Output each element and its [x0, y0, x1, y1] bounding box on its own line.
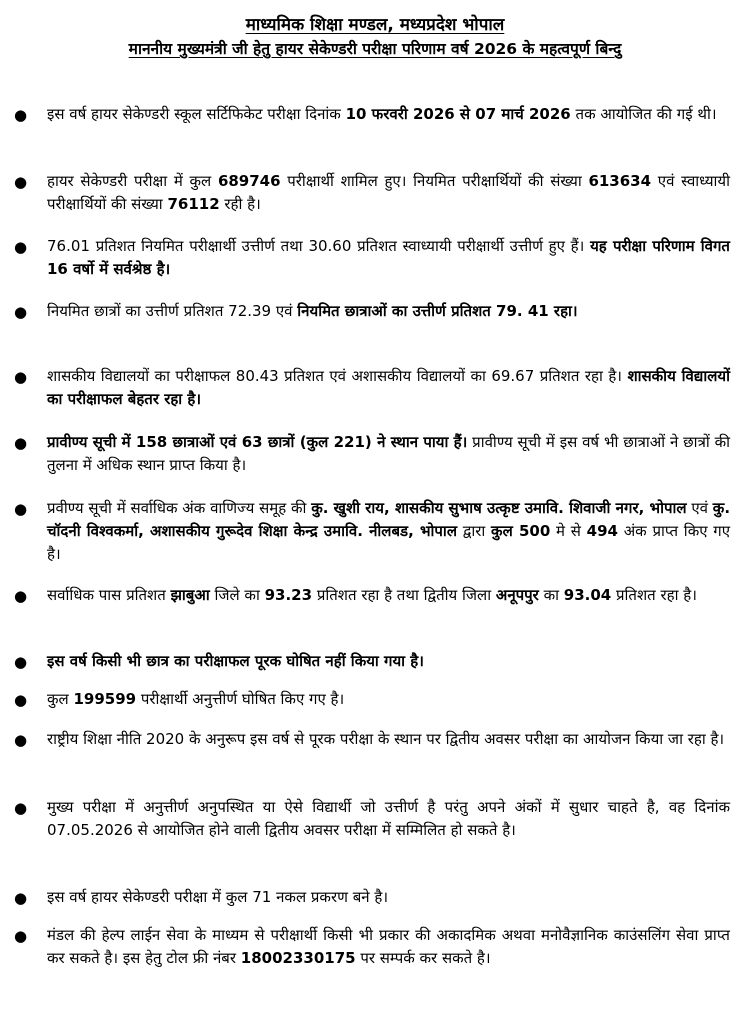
text-segment: कुल — [47, 690, 74, 708]
text-segment: 76.01 प्रतिशत नियमित परीक्षार्थी उत्तीर्ण तथा 30.60 प्रतिशत स्वाध्यायी परीक्षार्थी उत्तीर्ण हुए हैं। — [47, 237, 591, 255]
bold-segment: 93.04 — [563, 586, 612, 604]
bullet-icon: ● — [14, 691, 28, 709]
text-segment: जिले का — [209, 586, 265, 604]
text-segment: हायर सेकेण्डरी परीक्षा में कुल — [47, 172, 218, 190]
bullet-icon: ● — [14, 653, 28, 671]
key-point-text — [47, 584, 730, 607]
bold-segment: कु. चॉदनी विश्वकर्मा, अशासकीय गुरूदेव शिक्षा केन्द्र उमावि. नीलबड, भोपाल — [47, 499, 731, 540]
bold-segment: इस वर्ष किसी भी छात्र का परीक्षाफल पूरक घोषित नहीं किया गया है। — [47, 652, 424, 670]
bold-segment: प्रावीण्य सूची में 158 छात्राओं एवं 63 छात्रों (कुल 221) ने स्थान पाया हैं। — [47, 433, 468, 451]
key-point-text — [47, 235, 730, 281]
text-segment: प्रावीण्य सूची में इस वर्ष भी छात्राओं ने छात्रों की तुलना में अधिक स्थान प्राप्त किया है। — [47, 433, 730, 474]
text-segment: प्रतिशत रहा है। — [611, 586, 697, 604]
key-point-text — [47, 796, 730, 842]
text-segment: का — [538, 586, 564, 604]
bullet-icon: ● — [14, 238, 28, 256]
text-segment: इस वर्ष हायर सेकेण्डरी स्कूल सर्टिफिकेट परीक्षा दिनांक — [47, 105, 346, 123]
text-segment: अंक प्राप्त किए गए है। — [47, 522, 730, 563]
text-segment: परीक्षार्थी अनुत्तीर्ण घोषित किए गए है। — [136, 690, 345, 708]
key-point-text — [47, 300, 730, 323]
bullet-icon: ● — [14, 799, 28, 817]
key-point-text — [47, 886, 730, 909]
bold-segment: 613634 — [588, 172, 652, 190]
text-segment: एवं — [686, 499, 713, 517]
bullet-icon: ● — [14, 500, 28, 518]
bullet-icon: ● — [14, 731, 28, 749]
text-segment: राष्ट्रीय शिक्षा नीति 2020 के अनुरूप इस वर्ष से पूरक परीक्षा के स्थान पर द्वितीय अवसर परीक्षा का आयोजन किया जा रहा है। — [47, 730, 725, 748]
key-point-text — [47, 924, 730, 970]
text-segment: प्रतिशत रहा है तथा द्वितीय जिला — [312, 586, 496, 604]
bold-segment: 93.23 — [264, 586, 313, 604]
text-segment: रही है। — [219, 195, 261, 213]
bullet-icon: ● — [14, 173, 28, 191]
bullet-icon: ● — [14, 106, 28, 124]
text-segment: मंडल की हेल्प लाईन सेवा के माध्यम से परीक्षार्थी किसी भी प्रकार की अकादमिक अथवा मनोवैज्ञानिक काउंसलिंग सेवा प्राप्त कर सकते है। इस हेतु टोल फ्री नंबर — [47, 926, 730, 967]
text-segment: तक आयोजित की गई थी। — [570, 105, 717, 123]
text-segment: सर्वाधिक पास प्रतिशत — [47, 586, 171, 604]
bold-segment: 10 फरवरी 2026 से 07 मार्च 2026 — [345, 105, 571, 123]
bold-segment: यह परीक्षा परिणाम विगत 16 वर्षो में सर्वश्रेष्ठ है। — [47, 237, 730, 278]
bullet-icon: ● — [14, 927, 28, 945]
bullet-icon: ● — [14, 434, 28, 452]
text-segment: मे से — [550, 522, 587, 540]
text-segment: इस वर्ष हायर सेकेण्डरी परीक्षा में कुल 71 नकल प्रकरण बने है। — [47, 888, 388, 906]
bullet-icon: ● — [14, 368, 28, 386]
bold-segment: 199599 — [73, 690, 137, 708]
bold-segment: झाबुआ — [170, 586, 210, 604]
key-point-text — [47, 365, 730, 411]
document-subtitle: माननीय मुख्यमंत्री जी हेतु हायर सेकेण्डरी परीक्षा परिणाम वर्ष 2026 के महत्वपूर्ण बिन्दु — [128, 40, 622, 58]
bold-segment: कु. खुशी राय, शासकीय सुभाष उत्कृष्ट उमावि. शिवाजी नगर, भोपाल — [311, 499, 687, 517]
bullet-icon: ● — [14, 587, 28, 605]
text-segment: मुख्य परीक्षा में अनुत्तीर्ण अनुपस्थित या ऐसे विद्यार्थी जो उत्तीर्ण है परंतु अपने अंकों में सुधार चाहते है, वह दिनांक 07.05.2026 से आयोजित होने वाली द्वितीय अवसर परीक्षा में सम्मिलित हो सकते है। — [47, 798, 730, 839]
bullet-icon: ● — [14, 303, 28, 321]
bold-segment: 494 — [586, 522, 618, 540]
key-point-text — [47, 497, 730, 566]
text-segment: शासकीय विद्यालयों का परीक्षाफल 80.43 प्रतिशत एवं अशासकीय विद्यालयों का 69.67 प्रतिशत रहा है। — [47, 367, 628, 385]
key-point-text — [47, 170, 730, 216]
text-segment: द्वारा — [457, 522, 492, 540]
bold-segment: शासकीय विद्यालयों का परीक्षाफल बेहतर रहा है। — [47, 367, 730, 408]
bold-segment: नियमित छात्राओं का उत्तीर्ण प्रतिशत 79. 41 रहा। — [297, 302, 578, 320]
bold-segment: कुल 500 — [491, 522, 551, 540]
document-title: माध्यमिक शिक्षा मण्डल, मध्यप्रदेश भोपाल — [245, 15, 505, 35]
bold-segment: 76112 — [167, 195, 220, 213]
bold-segment: 689746 — [217, 172, 281, 190]
key-point-text — [47, 431, 730, 477]
text-segment: पर सम्पर्क कर सकते है। — [355, 949, 491, 967]
bold-segment: 18002330175 — [240, 949, 356, 967]
key-point-text — [47, 728, 730, 751]
key-point-text — [47, 688, 730, 711]
key-point-text — [47, 103, 730, 126]
text-segment: परीक्षार्थी शामिल हुए। नियमित परीक्षार्थियों की संख्या — [280, 172, 589, 190]
text-segment: नियमित छात्रों का उत्तीर्ण प्रतिशत 72.39 एवं — [47, 302, 298, 320]
text-segment: एवं स्वाध्यायी परीक्षार्थियों की संख्या — [47, 172, 730, 213]
key-point-text — [47, 650, 730, 673]
bullet-icon: ● — [14, 889, 28, 907]
text-segment: प्रवीण्य सूची में सर्वाधिक अंक वाणिज्य समूह की — [47, 499, 312, 517]
bold-segment: अनूपपुर — [495, 586, 539, 604]
